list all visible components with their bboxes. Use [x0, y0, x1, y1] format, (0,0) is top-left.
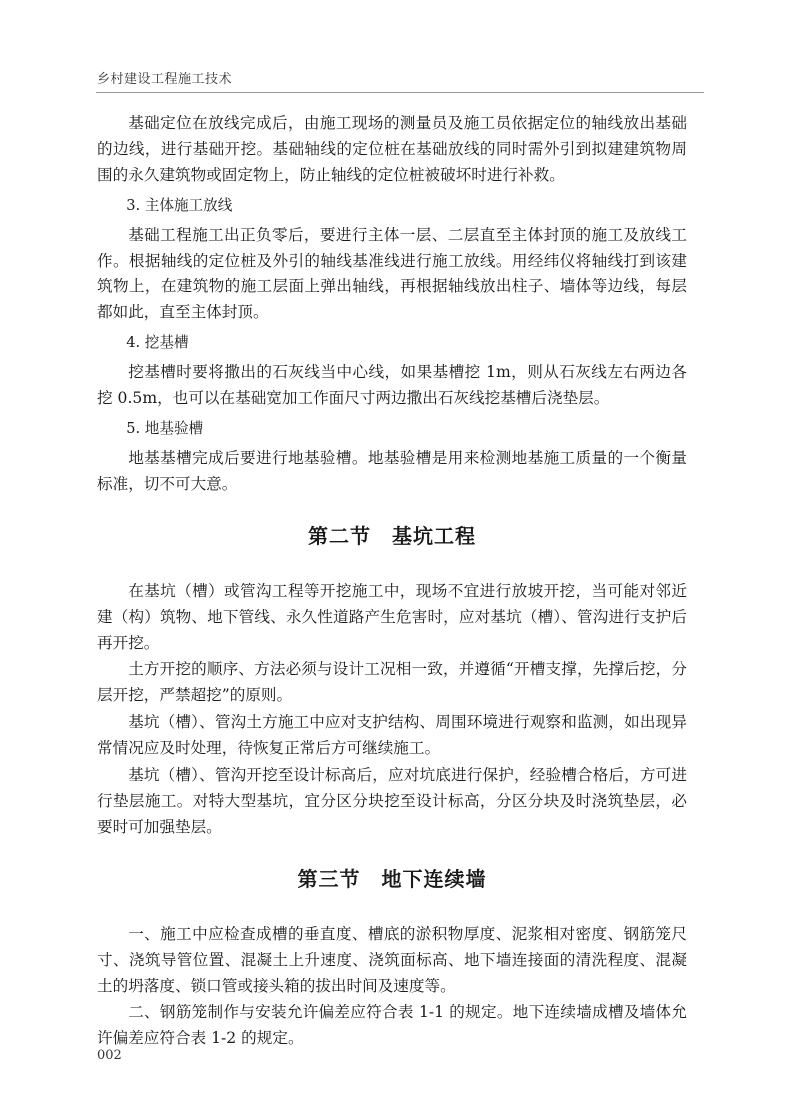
paragraph: 在基坑（槽）或管沟工程等开挖施工中，现场不宜进行放坡开挖，当可能对邻近建（构）筑物、地下管线、永久性道路产生危害时，应对基坑（槽）、管沟进行支护后再开挖。	[97, 581, 687, 652]
running-head: 乡村建设工程施工技术	[97, 72, 233, 87]
page-body	[97, 111, 687, 1053]
paragraph: 基坑（槽）、管沟开挖至设计标高后，应对坑底进行保护，经验槽合格后，方可进行垫层施工。对特大型基坑，宜分区分块挖至设计标高，分区分块及时浇筑垫层，必要时可加强垫层。	[97, 766, 687, 836]
paragraph: 挖基槽时要将撒出的石灰线当中心线，如果基槽挖 1m，则从石灰线左右两边各挖 0.5m，也可以在基础宽加工作面尺寸两边撒出石灰线挖基槽后浇垫层。	[97, 363, 687, 408]
page-number: 002	[97, 1048, 122, 1063]
paragraph: 基础定位在放线完成后，由施工现场的测量员及施工员依据定位的轴线放出基础的边线，进行基础开挖。基础轴线的定位桩在基础放线的同时需外引到拟建建筑物周围的永久建筑物或固定物上，防止轴线的定位桩被破坏时进行补救。	[97, 114, 687, 184]
paragraph: 地基基槽完成后要进行地基验槽。地基验槽是用来检测地基施工质量的一个衡量标准，切不可大意。	[97, 448, 687, 493]
paragraph: 二、钢筋笼制作与安装允许偏差应符合表 1-1 的规定。地下连续墙成槽及墙体允许偏差应符合表 1-2 的规定。	[97, 1003, 687, 1048]
section-title: 第三节 地下连续墙	[297, 866, 487, 891]
paragraph: 基坑（槽）、管沟土方施工中应对支护结构、周围环境进行观察和监测，如出现异常情况应及时处理，待恢复正常后方可继续施工。	[97, 713, 687, 758]
subheading: 5. 地基验槽	[126, 419, 204, 437]
subheading: 4. 挖基槽	[126, 334, 189, 352]
header-rule	[96, 92, 704, 93]
paragraph: 土方开挖的顺序、方法必须与设计工况相一致，并遵循“开槽支撑，先撑后挖，分层开挖，严禁超挖”的原则。	[97, 660, 687, 705]
paragraph: 一、施工中应检查成槽的垂直度、槽底的淤积物厚度、泥浆相对密度、钢筋笼尺寸、浇筑导管位置、混凝土上升速度、浇筑面标高、地下墙连接面的清洗程度、混凝土的坍落度、锁口管或接头箱的拔出时间及速度等。	[97, 924, 687, 995]
paragraph: 基础工程施工出正负零后，要进行主体一层、二层直至主体封顶的施工及放线工作。根据轴线的定位桩及外引的轴线基准线进行施工放线。用经纬仪将轴线打到该建筑物上，在建筑物的施工层面上弹出轴线，再根据轴线放出柱子、墙体等边线，每层都如此，直至主体封顶。	[97, 225, 687, 322]
section-title: 第二节 基坑工程	[308, 523, 476, 548]
subheading: 3. 主体施工放线	[126, 196, 233, 214]
